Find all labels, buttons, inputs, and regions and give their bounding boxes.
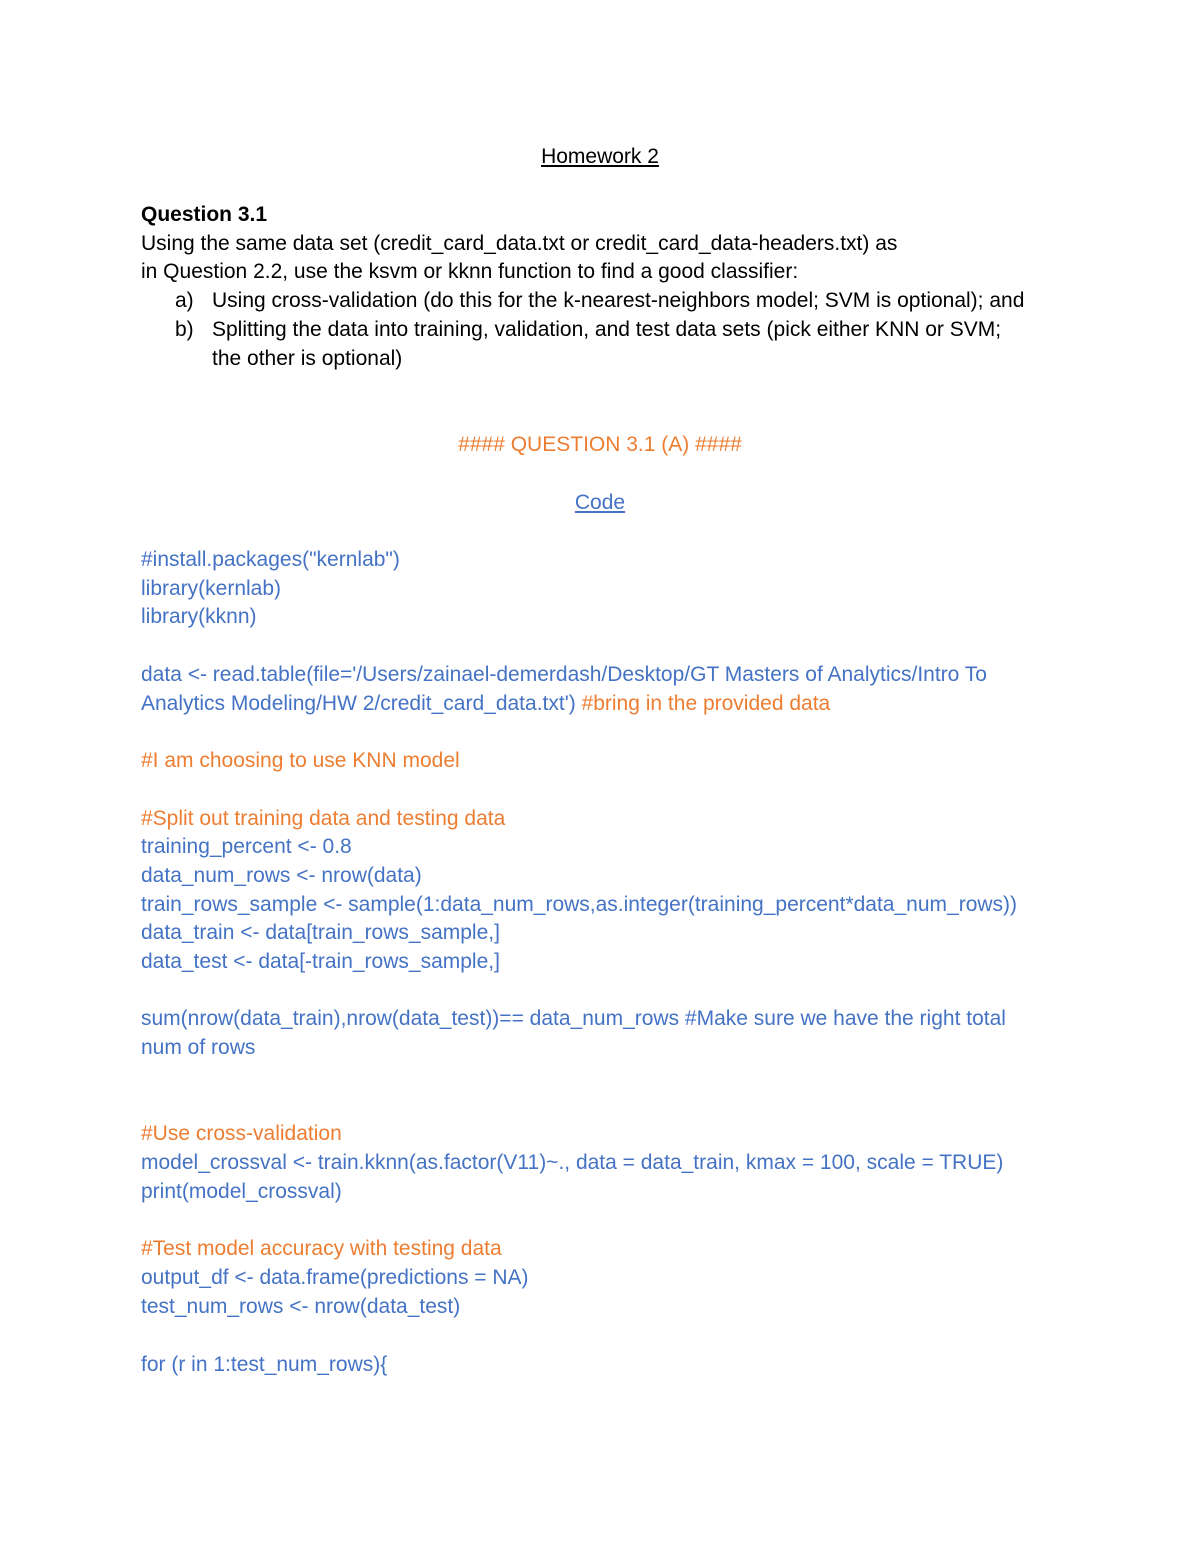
code-comment-cross-validation: #Use cross-validation bbox=[141, 1122, 342, 1145]
code-line-num-rows: data_num_rows <- nrow(data) bbox=[141, 864, 422, 887]
code-comment-knn: #I am choosing to use KNN model bbox=[141, 749, 460, 772]
code-line-sample: train_rows_sample <- sample(1:data_num_rows,as.integer(training_percent*data_num_rows)) bbox=[141, 893, 1018, 916]
code-line-output-df: output_df <- data.frame(predictions = NA) bbox=[141, 1266, 529, 1289]
code-line-print: print(model_crossval) bbox=[141, 1180, 342, 1203]
code-line-library-kernlab: library(kernlab) bbox=[141, 577, 282, 600]
code-line-data-train: data_train <- data[train_rows_sample,] bbox=[141, 921, 500, 944]
list-marker-a: a) bbox=[175, 289, 194, 312]
code-comment-provided-data: #bring in the provided data bbox=[575, 692, 831, 715]
list-marker-b: b) bbox=[175, 318, 194, 341]
code-line-test-num-rows: test_num_rows <- nrow(data_test) bbox=[141, 1295, 461, 1318]
code-line-read-table-continued bbox=[141, 689, 830, 718]
code-comment-split: #Split out training data and testing data bbox=[141, 807, 506, 830]
code-line-sum-continued: num of rows bbox=[141, 1036, 256, 1059]
section-heading: #### QUESTION 3.1 (A) #### bbox=[458, 433, 742, 456]
code-line-data-test: data_test <- data[-train_rows_sample,] bbox=[141, 950, 500, 973]
code-comment-test-accuracy: #Test model accuracy with testing data bbox=[141, 1237, 502, 1260]
code-line-for-loop: for (r in 1:test_num_rows){ bbox=[141, 1353, 388, 1376]
code-line-sum: sum(nrow(data_train),nrow(data_test))== data_num_rows #Make sure we have the right total bbox=[141, 1007, 1006, 1030]
list-text-b-line-1: Splitting the data into training, validation, and test data sets (pick either KNN or SVM; bbox=[212, 318, 1002, 341]
question-intro-line-1: Using the same data set (credit_card_data.txt or credit_card_data-headers.txt) as bbox=[141, 232, 898, 255]
list-text-b-line-2: the other is optional) bbox=[212, 347, 403, 370]
code-heading: Code bbox=[574, 491, 626, 514]
code-line-crossval: model_crossval <- train.kknn(as.factor(V11)~., data = data_train, kmax = 100, scale = TRUE) bbox=[141, 1151, 1004, 1174]
code-line-read-table: data <- read.table(file='/Users/zainael-demerdash/Desktop/GT Masters of Analytics/Intro To bbox=[141, 663, 987, 686]
question-heading: Question 3.1 bbox=[141, 203, 268, 226]
list-text-a: Using cross-validation (do this for the k-nearest-neighbors model; SVM is optional); and bbox=[212, 289, 1025, 312]
code-line-library-kknn: library(kknn) bbox=[141, 605, 257, 628]
question-intro-line-2: in Question 2.2, use the ksvm or kknn function to find a good classifier: bbox=[141, 260, 799, 283]
code-line-training-percent: training_percent <- 0.8 bbox=[141, 835, 352, 858]
code-line-install: #install.packages("kernlab") bbox=[141, 548, 400, 571]
document-title: Homework 2 bbox=[541, 145, 659, 168]
code-read-path: Analytics Modeling/HW 2/credit_card_data.txt') bbox=[141, 692, 576, 715]
